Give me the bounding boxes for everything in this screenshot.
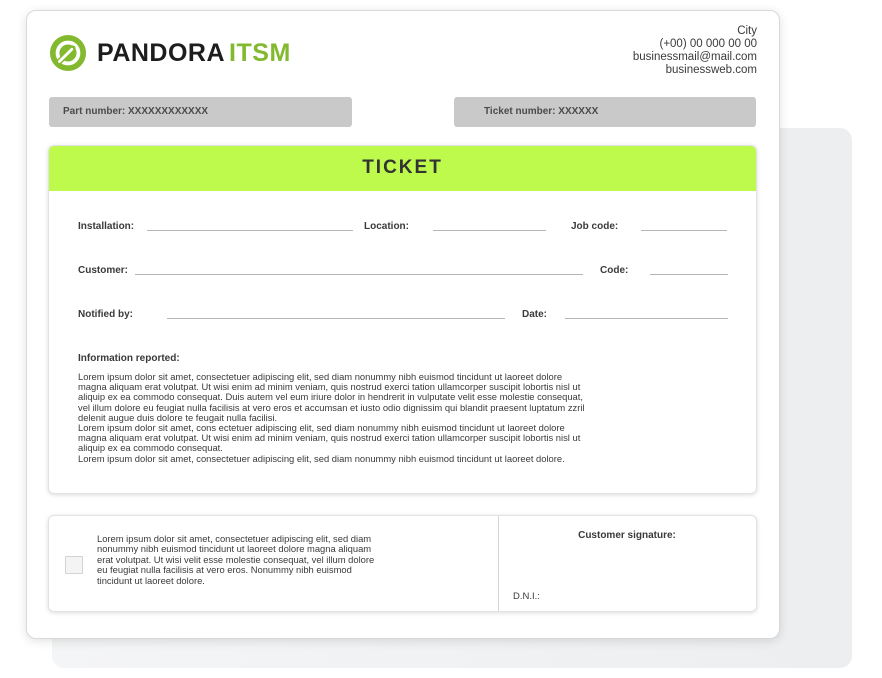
logo-name-itsm: ITSM — [229, 38, 291, 67]
info-line: Lorem ipsum dolor sit amet, consectetuer adipiscing elit, sed diam nonummy nibh euismod tincidunt ut laoreet dolore — [78, 371, 563, 382]
job-code-label: Job code: — [571, 221, 619, 232]
location-input-line[interactable] — [433, 230, 546, 231]
consent-signature-card — [48, 515, 757, 612]
code-label: Code: — [600, 265, 629, 276]
ticket-title-banner: TICKET — [48, 145, 757, 191]
dni-label: D.N.I.: — [513, 591, 540, 602]
info-line: aliquip ex ea commodo consequat. — [78, 442, 223, 454]
customer-signature-label: Customer signature: — [578, 530, 676, 541]
info-line: Lorem ipsum dolor sit amet, cons ectetuer adipiscing elit, sed diam nonummy nibh euismod tincidunt ut laoreet dolore — [78, 422, 565, 434]
info-line: magna aliquam erat volutpat. Ut wisi enim ad minim veniam, quis nostrud exerci tation ullamcorper suscipit lobortis nisl ut — [78, 432, 581, 444]
customer-label: Customer: — [78, 265, 129, 276]
location-label: Location: — [364, 221, 409, 232]
consent-checkbox[interactable] — [65, 556, 83, 574]
contact-info — [633, 25, 757, 77]
legal-line: tincidunt ut laoreet dolore. — [97, 574, 205, 586]
legal-line: nonummy nibh euismod tincidunt ut laoreet dolore magna aliquam — [97, 543, 372, 555]
installation-input-line[interactable] — [147, 230, 353, 231]
brand-logo — [49, 33, 291, 73]
form-row-customer — [49, 264, 756, 278]
info-line: aliquip ex ea commodo consequat. Duis autem vel eum iriure dolor in hendrerit in vulputate velit esse molestie consequat, — [78, 391, 583, 403]
date-label: Date: — [522, 309, 548, 320]
part-number-field[interactable]: Part number: XXXXXXXXXXXX — [49, 97, 352, 127]
information-reported-text[interactable] — [78, 372, 740, 464]
code-input-line[interactable] — [650, 274, 728, 275]
ticket-card — [48, 145, 757, 494]
consent-legal-text — [97, 534, 467, 586]
legal-line: erat volutpat. Ut wisi velit esse molestie consequat, vel illum dolore — [97, 553, 375, 565]
form-row-notified — [49, 308, 756, 322]
contact-city: City — [737, 25, 757, 37]
legal-line: Lorem ipsum dolor sit amet, consectetuer adipiscing elit, sed diam — [97, 533, 372, 544]
contact-web: businessweb.com — [665, 64, 757, 76]
pandora-logo-icon — [49, 34, 87, 72]
installation-label: Installation: — [78, 221, 135, 232]
info-line: delenit augue duis dolore te feugait nulla facilisi. — [78, 411, 278, 423]
legal-line: eu feugiat nulla facilisis at vero eros. Nonummy nibh euismod — [97, 564, 352, 576]
logo-name-pandora: PANDORA — [97, 38, 226, 67]
info-line: Lorem ipsum dolor sit amet, consectetuer adipiscing elit, sed diam nonummy nibh euismod tincidunt ut laoreet dolore. — [78, 452, 565, 464]
job-code-input-line[interactable] — [641, 230, 727, 231]
notified-by-input-line[interactable] — [167, 318, 505, 319]
info-line: vel illum dolore eu feugiat nulla facilisis at vero eros et accumsan et iusto odio dignissim qui blandit praesent luptatum zzril — [78, 401, 585, 413]
ticket-number-field[interactable]: Ticket number: XXXXXX — [454, 97, 756, 127]
date-input-line[interactable] — [565, 318, 728, 319]
form-row-installation — [49, 220, 756, 234]
information-reported-label: Information reported: — [78, 353, 180, 364]
logo-wordmark — [97, 39, 291, 68]
notified-by-label: Notified by: — [78, 309, 133, 320]
contact-phone: (+00) 00 000 00 00 — [659, 38, 757, 50]
ticket-document — [26, 10, 780, 639]
contact-email: businessmail@mail.com — [632, 51, 757, 63]
customer-input-line[interactable] — [135, 274, 583, 275]
info-line: magna aliquam erat volutpat. Ut wisi enim ad minim veniam, quis nostrud exerci tation ullamcorper suscipit lobortis nisl ut — [78, 381, 581, 393]
